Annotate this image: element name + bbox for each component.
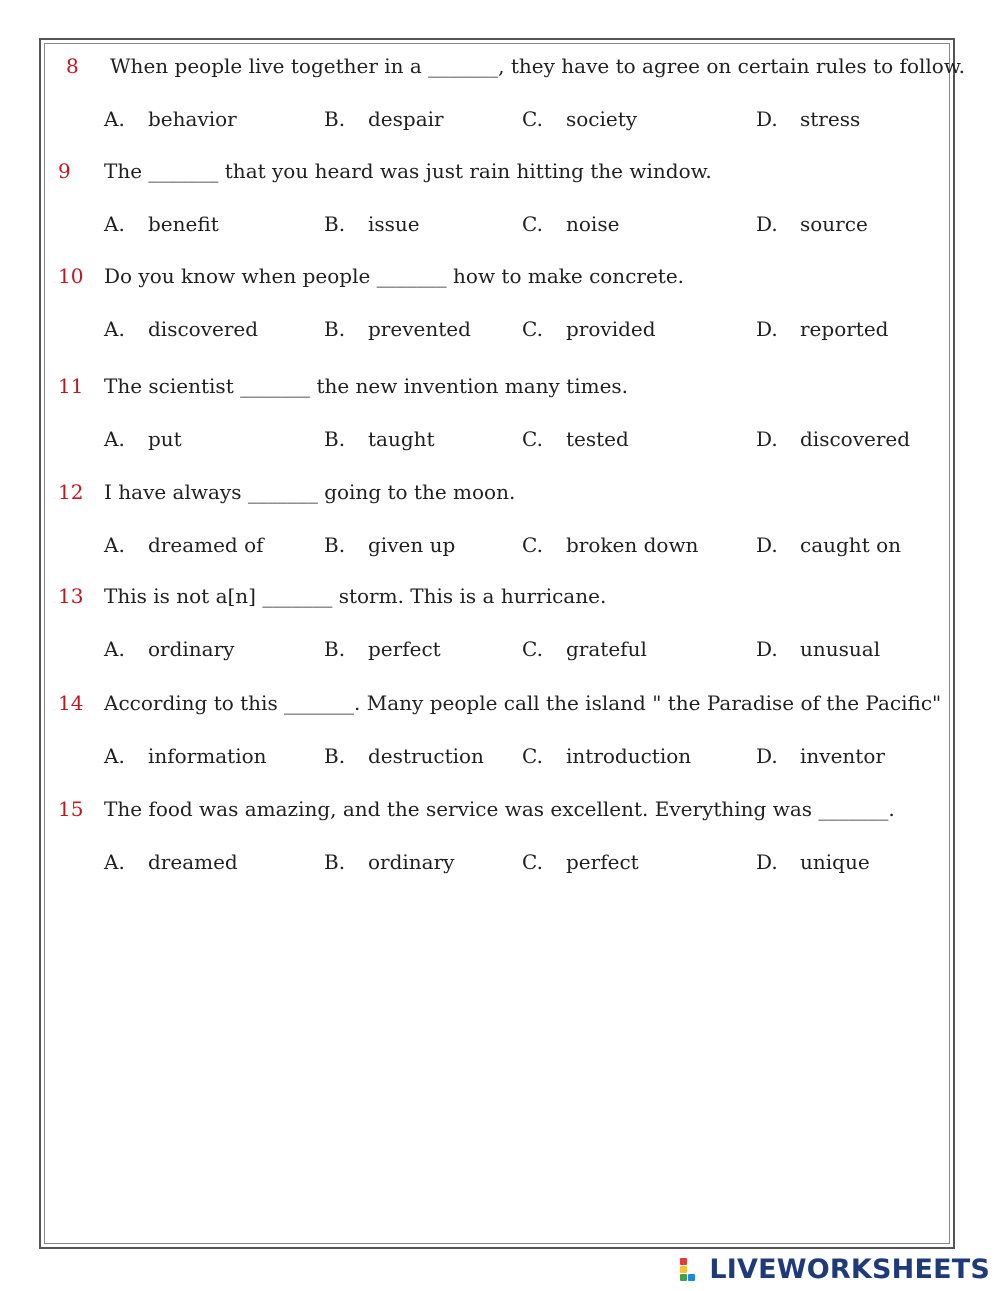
question-number: 13 (58, 584, 84, 608)
question-15 (0, 795, 1000, 901)
option-text: benefit (148, 212, 219, 236)
option-text: despair (368, 107, 444, 131)
option-text: ordinary (368, 850, 455, 874)
option-letter: D. (756, 533, 778, 557)
question-number: 15 (58, 797, 84, 821)
question-stem: The scientist _______ the new invention many times. (104, 374, 629, 398)
option-letter: A. (104, 317, 125, 341)
question-number: 12 (58, 480, 84, 504)
option-letter: A. (104, 637, 125, 661)
option-text: ordinary (148, 637, 235, 661)
logo-square-red (680, 1258, 687, 1265)
option-text: broken down (566, 533, 699, 557)
option-text: behavior (148, 107, 237, 131)
question-number: 10 (58, 264, 84, 288)
logo-square-blue (688, 1274, 695, 1281)
option-text: discovered (148, 317, 259, 341)
option-text: reported (800, 317, 889, 341)
option-letter: D. (756, 850, 778, 874)
option-text: dreamed of (148, 533, 264, 557)
option-letter: B. (324, 637, 346, 661)
option-letter: C. (522, 744, 543, 768)
option-letter: C. (522, 212, 543, 236)
option-text: caught on (800, 533, 902, 557)
option-letter: A. (104, 850, 125, 874)
logo-square-yellow (680, 1266, 687, 1273)
option-letter: B. (324, 533, 346, 557)
option-text: stress (800, 107, 861, 131)
option-letter: B. (324, 850, 346, 874)
logo-icon (680, 1256, 706, 1282)
option-letter: D. (756, 637, 778, 661)
question-stem: The food was amazing, and the service was excellent. Everything was _______. (104, 797, 895, 821)
option-text: taught (368, 427, 435, 451)
option-letter: A. (104, 107, 125, 131)
option-text: unique (800, 850, 870, 874)
option-text: inventor (800, 744, 885, 768)
option-text: noise (566, 212, 620, 236)
question-12 (0, 478, 1000, 584)
option-letter: B. (324, 107, 346, 131)
option-text: discovered (800, 427, 911, 451)
question-stem: Do you know when people _______ how to make concrete. (104, 264, 685, 288)
option-text: introduction (566, 744, 692, 768)
option-letter: C. (522, 533, 543, 557)
option-text: perfect (368, 637, 441, 661)
question-stem: The _______ that you heard was just rain hitting the window. (104, 159, 712, 183)
logo-square-green (680, 1274, 687, 1281)
option-text: provided (566, 317, 656, 341)
option-letter: B. (324, 427, 346, 451)
option-letter: A. (104, 427, 125, 451)
question-8 (0, 52, 1000, 158)
option-letter: D. (756, 427, 778, 451)
option-text: society (566, 107, 638, 131)
option-letter: B. (324, 317, 346, 341)
logo-text: LIVEWORKSHEETS (709, 1253, 990, 1285)
option-text: perfect (566, 850, 639, 874)
question-stem: This is not a[n] _______ storm. This is a hurricane. (104, 584, 607, 608)
option-text: grateful (566, 637, 647, 661)
option-letter: A. (104, 744, 125, 768)
option-letter: B. (324, 744, 346, 768)
option-text: information (148, 744, 267, 768)
question-11 (0, 372, 1000, 478)
question-14 (0, 689, 1000, 795)
option-text: prevented (368, 317, 471, 341)
question-13 (0, 582, 1000, 688)
option-text: unusual (800, 637, 881, 661)
option-letter: A. (104, 533, 125, 557)
option-letter: D. (756, 212, 778, 236)
option-letter: D. (756, 107, 778, 131)
option-letter: D. (756, 744, 778, 768)
option-text: given up (368, 533, 456, 557)
option-letter: C. (522, 107, 543, 131)
option-letter: C. (522, 637, 543, 661)
option-text: dreamed (148, 850, 238, 874)
question-10 (0, 262, 1000, 368)
option-text: put (148, 427, 182, 451)
question-number: 9 (58, 159, 71, 183)
option-letter: C. (522, 317, 543, 341)
option-letter: C. (522, 850, 543, 874)
option-letter: A. (104, 212, 125, 236)
option-text: issue (368, 212, 420, 236)
liveworksheets-logo (680, 1253, 990, 1285)
question-stem: I have always _______ going to the moon. (104, 480, 516, 504)
option-text: destruction (368, 744, 484, 768)
question-number: 11 (58, 374, 84, 398)
option-letter: C. (522, 427, 543, 451)
option-letter: B. (324, 212, 346, 236)
question-number: 14 (58, 691, 84, 715)
question-stem: When people live together in a _______, they have to agree on certain rules to follow. (110, 54, 965, 78)
question-9 (0, 157, 1000, 263)
option-letter: D. (756, 317, 778, 341)
option-text: source (800, 212, 868, 236)
option-text: tested (566, 427, 629, 451)
question-number: 8 (66, 54, 79, 78)
question-stem: According to this _______. Many people call the island " the Paradise of the Pacific" (104, 691, 942, 715)
